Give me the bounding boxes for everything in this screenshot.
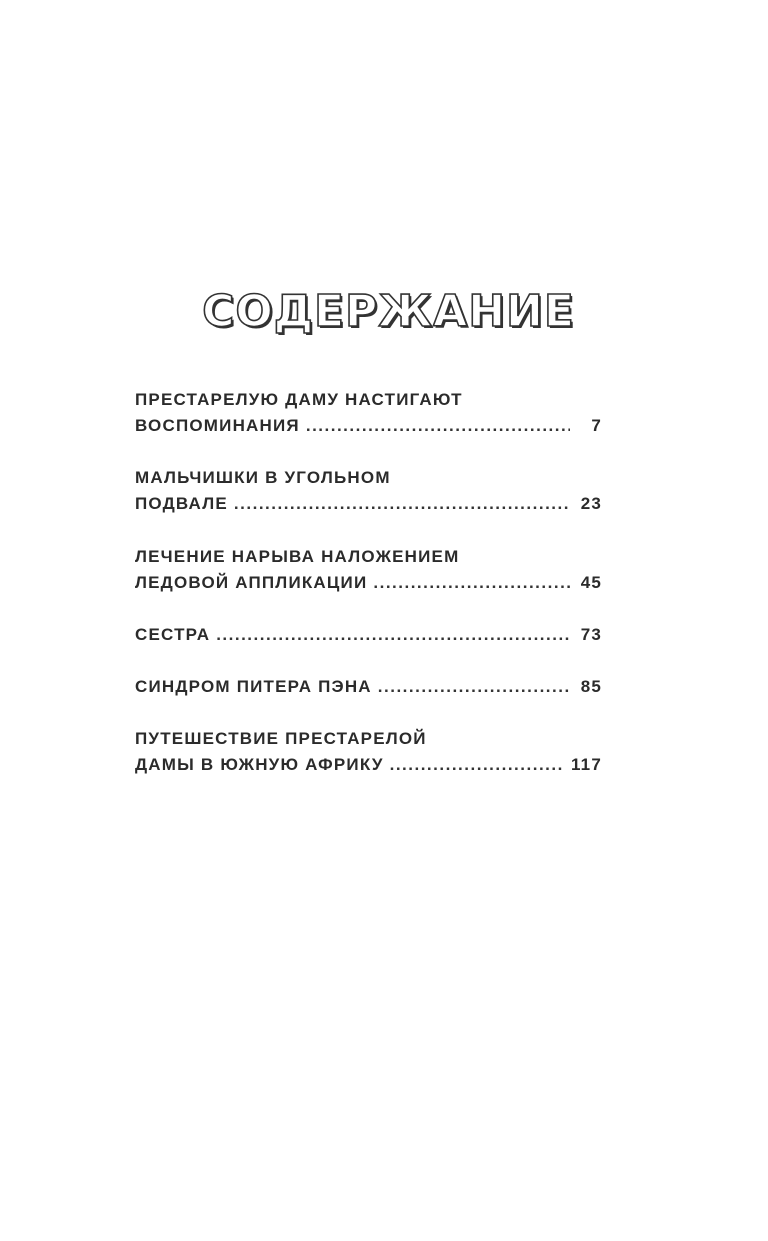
toc-page-number: 23	[580, 494, 602, 513]
toc-page-number: 45	[580, 573, 602, 592]
toc-entry[interactable]	[135, 729, 602, 781]
toc-entry[interactable]	[135, 468, 602, 520]
toc-page-number: 73	[580, 625, 602, 644]
toc-entry-line	[135, 625, 602, 651]
toc-entry-title: ПУТЕШЕСТВИЕ ПРЕСТАРЕЛОЙ	[135, 729, 427, 748]
toc-entry-line	[135, 416, 602, 442]
toc-entry-title: ЛЕЧЕНИЕ НАРЫВА НАЛОЖЕНИЕМ	[135, 547, 460, 566]
toc-entry-line	[135, 573, 602, 599]
toc-page-number: 117	[570, 755, 602, 774]
dot-leader	[373, 573, 570, 593]
toc-entry-line	[135, 729, 602, 755]
toc-entry-title: ЛЕДОВОЙ АППЛИКАЦИИ	[135, 573, 368, 592]
toc-entry-line	[135, 468, 602, 494]
toc-entry[interactable]	[135, 547, 602, 599]
toc-entry-title: ДАМЫ В ЮЖНУЮ АФРИКУ	[135, 755, 384, 774]
dot-leader	[378, 677, 570, 697]
toc-entry-line	[135, 755, 602, 781]
toc-page-number: 85	[580, 677, 602, 696]
toc-entry[interactable]	[135, 625, 602, 651]
toc-entry-line	[135, 494, 602, 520]
dot-leader	[306, 416, 570, 436]
toc-entry-title: ПОДВАЛЕ	[135, 494, 228, 513]
toc-entry-title: ПРЕСТАРЕЛУЮ ДАМУ НАСТИГАЮТ	[135, 390, 463, 409]
toc-entry-line	[135, 677, 602, 703]
toc-entry-title: СЕСТРА	[135, 625, 211, 644]
dot-leader	[234, 494, 570, 514]
dot-leader	[216, 625, 570, 645]
toc-page-number: 7	[591, 416, 602, 435]
toc-entry-title: СИНДРОМ ПИТЕРА ПЭНА	[135, 677, 372, 696]
toc-entry-title: МАЛЬЧИШКИ В УГОЛЬНОМ	[135, 468, 391, 487]
toc-entry[interactable]	[135, 390, 602, 442]
page-title: СОДЕРЖАНИЕ	[202, 286, 575, 337]
toc-entry[interactable]	[135, 677, 602, 703]
toc-entry-line	[135, 390, 602, 416]
toc-entry-line	[135, 547, 602, 573]
dot-leader	[390, 755, 565, 775]
toc-entry-title: ВОСПОМИНАНИЯ	[135, 416, 300, 435]
